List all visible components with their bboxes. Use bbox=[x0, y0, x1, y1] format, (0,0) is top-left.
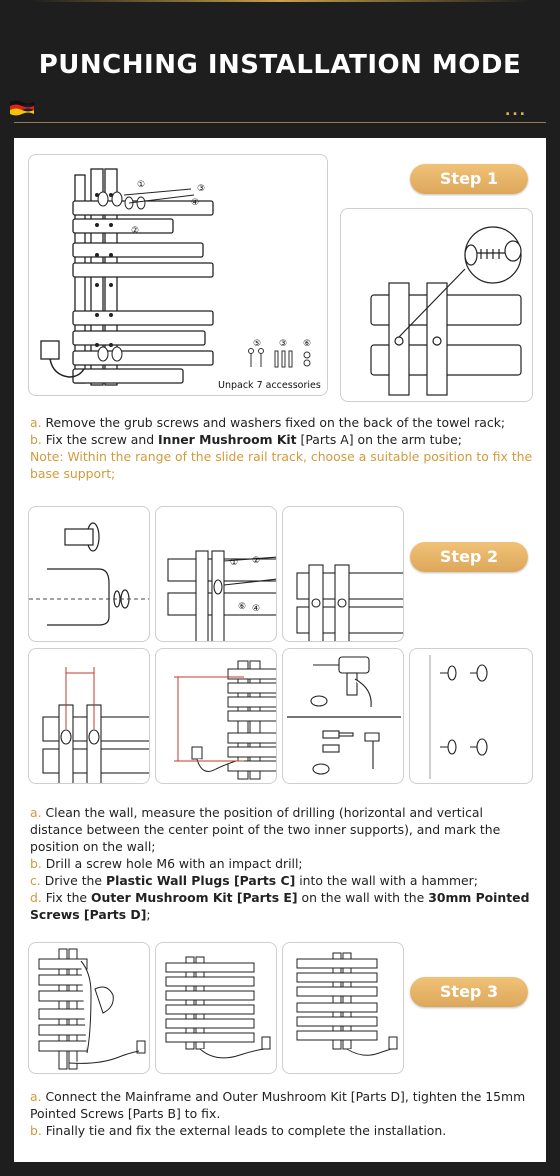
vertical-measure-illustration bbox=[156, 649, 277, 784]
step2-drill-hammer-diagram bbox=[282, 648, 404, 784]
step2-c-bold: Plastic Wall Plugs [Parts C] bbox=[105, 873, 296, 888]
step3-b-text: Finally tie and fix the external leads to complete the installation. bbox=[45, 1123, 447, 1138]
germany-flag-icon bbox=[9, 98, 35, 116]
step2-a-prefix: a. bbox=[30, 805, 42, 820]
step3-a-prefix: a. bbox=[30, 1089, 42, 1104]
step3-badge: Step 3 bbox=[410, 977, 528, 1007]
step1-b-text-1: Fix the screw and bbox=[45, 432, 155, 447]
complete-illustration bbox=[283, 943, 404, 1074]
step2-callout-6: ⑥ bbox=[238, 602, 247, 612]
step2-c-text-2: into the wall with a hammer; bbox=[299, 873, 478, 888]
step2-callout-4: ④ bbox=[252, 604, 261, 614]
step2-badge: Step 2 bbox=[410, 542, 528, 572]
step3-connect-diagram bbox=[28, 942, 150, 1074]
header bbox=[0, 0, 560, 125]
accessories-label: Unpack 7 accessories bbox=[218, 380, 321, 391]
page-title: PUNCHING INSTALLATION MODE bbox=[38, 50, 522, 80]
step3-b-prefix: b. bbox=[30, 1123, 42, 1138]
step1-instructions bbox=[30, 414, 535, 482]
step2-b-prefix: b. bbox=[30, 856, 42, 871]
step1-a-text: Remove the grub screws and washers fixed on the back of the towel rack; bbox=[45, 415, 506, 430]
step3-mounted-diagram bbox=[155, 942, 277, 1074]
step2-d-text-1: Fix the bbox=[45, 890, 88, 905]
step1-a-prefix: a. bbox=[30, 415, 42, 430]
step2-b-text: Drill a screw hole M6 with an impact drill; bbox=[45, 856, 303, 871]
step2-d-text-3: ; bbox=[146, 907, 151, 922]
part-number-3: ③ bbox=[279, 339, 288, 349]
part-number-6: ⑥ bbox=[303, 339, 312, 349]
step2-a-text: Clean the wall, measure the position of drilling (horizontal and vertical distance between the center point of the two inner supports), and mark the position on the wall; bbox=[30, 805, 501, 854]
rack-front-illustration bbox=[283, 507, 404, 642]
step2-vertical-measure-diagram bbox=[155, 648, 277, 784]
step2-d-bold-2: 30mm Pointed Screws [Parts D] bbox=[30, 890, 530, 922]
callout-4: ④ bbox=[191, 198, 200, 208]
screw-detail-illustration bbox=[341, 209, 533, 402]
step2-callout-2: ② bbox=[252, 556, 261, 566]
step2-d-bold-1: Outer Mushroom Kit [Parts E] bbox=[91, 890, 298, 905]
step2-rack-front-diagram bbox=[282, 506, 404, 642]
step3-instructions bbox=[30, 1088, 535, 1139]
step1-detail-diagram bbox=[340, 208, 533, 402]
callout-3: ③ bbox=[197, 184, 206, 194]
step2-mushroom-kit-diagram bbox=[28, 506, 150, 642]
drill-hammer-illustration bbox=[283, 649, 404, 784]
step2-callout-1: ① bbox=[230, 558, 239, 568]
step2-measure-diagram bbox=[28, 648, 150, 784]
mushroom-kit-illustration bbox=[29, 507, 150, 642]
step2-wall-kits-diagram bbox=[409, 648, 533, 784]
connect-illustration bbox=[29, 943, 150, 1074]
accessories-group bbox=[218, 339, 321, 391]
step1-b-bold: Inner Mushroom Kit bbox=[158, 432, 297, 447]
header-divider bbox=[14, 122, 546, 123]
mounted-illustration bbox=[156, 943, 277, 1074]
part-number-5: ⑤ bbox=[253, 339, 262, 349]
callout-2: ② bbox=[131, 226, 140, 236]
step2-c-prefix: c. bbox=[30, 873, 41, 888]
step1-badge: Step 1 bbox=[410, 164, 528, 194]
step1-b-text-2: [Parts A] on the arm tube; bbox=[300, 432, 462, 447]
step1-rack-diagram bbox=[28, 154, 328, 396]
instruction-sheet bbox=[14, 138, 546, 1162]
step1-note: Note: Within the range of the slide rail track, choose a suitable position to fix the base support; bbox=[30, 449, 533, 481]
callout-1: ① bbox=[137, 180, 146, 190]
step2-mounting-diagram bbox=[155, 506, 277, 642]
mounting-illustration bbox=[156, 507, 277, 642]
step1-b-prefix: b. bbox=[30, 432, 42, 447]
step3-complete-diagram bbox=[282, 942, 404, 1074]
step2-d-prefix: d. bbox=[30, 890, 42, 905]
step2-instructions bbox=[30, 804, 535, 923]
measure-illustration bbox=[29, 649, 150, 784]
step2-c-text-1: Drive the bbox=[44, 873, 103, 888]
decor-dots: ... bbox=[505, 103, 527, 119]
top-gold-line bbox=[30, 0, 530, 2]
wall-kits-illustration bbox=[410, 649, 533, 784]
towel-rack-illustration bbox=[29, 155, 328, 396]
step2-d-text-2: on the wall with the bbox=[301, 890, 425, 905]
step3-a-text: Connect the Mainframe and Outer Mushroom Kit [Parts D], tighten the 15mm Pointed Screws [Parts B] to fix. bbox=[30, 1089, 526, 1121]
